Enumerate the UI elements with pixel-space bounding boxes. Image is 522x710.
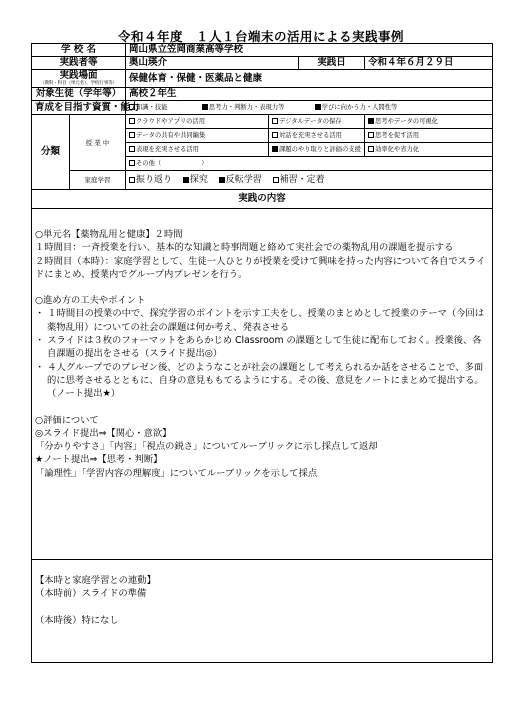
checkbox-icon xyxy=(273,177,279,183)
classification-row-1 xyxy=(32,115,493,129)
other-option-label: その他（ xyxy=(136,160,162,167)
other-option-close: ） xyxy=(201,160,208,167)
home-option[interactable] xyxy=(219,174,262,186)
class-option[interactable] xyxy=(269,143,365,157)
unit-hour-1: １時間目：一斉授業を行い、基本的な知識と時事問題と絡めて実社会での薬物乱用の課題を提示する xyxy=(35,242,454,254)
class-option-label: データの共有や共同編集 xyxy=(136,132,206,139)
scene-label: 実践場面 xyxy=(59,69,98,81)
ability-option-label: 思考力・判断力・表現力等 xyxy=(208,104,285,111)
checkbox-icon xyxy=(129,118,135,124)
home-option-label: 反転学習 xyxy=(225,175,262,185)
target-row xyxy=(32,88,493,101)
content-row xyxy=(32,209,493,560)
checkbox-checked-icon xyxy=(368,118,374,124)
progress-item: ・ ４人グループでのプレゼン後、どのようなことが社会の課題として考えられるか話をさせることで、多面的に思考させるとともに、自身の意見ももてるようにする。その後、意見をノートにまとめて提出する。（ノート提出★） xyxy=(35,361,484,400)
home-option-label: 振り返り xyxy=(136,175,173,185)
checkbox-checked-icon xyxy=(315,104,321,110)
unit-title: ○単元名【薬物乱用と健康】２時間 xyxy=(35,229,183,240)
class-option[interactable] xyxy=(365,143,493,157)
link-row xyxy=(32,560,493,663)
other-option[interactable] xyxy=(126,157,493,171)
checkbox-icon xyxy=(368,132,374,138)
progress-item: ・ １時間目の授業の中で、探究学習のポイントを示す工夫をし、授業のまとめとして授業のテーマ（今回は薬物乱用）についての社会の課題は何か考え、発表させる xyxy=(35,308,485,333)
class-option-label: 思考を促す活用 xyxy=(375,132,420,139)
checkbox-icon xyxy=(129,104,135,110)
content-header: 実践の内容 xyxy=(32,190,493,209)
evaluation-line: ★ノート提出⇒【思考・判断】 xyxy=(35,454,163,466)
content-header-row xyxy=(32,190,493,209)
checkbox-icon xyxy=(129,146,135,152)
link-before: （本時前）スライドの準備 xyxy=(35,588,147,600)
class-option-label: 効率化や省力化 xyxy=(375,146,420,153)
school-row xyxy=(32,44,493,57)
class-option-label: 表現を充実させる活用 xyxy=(136,146,199,153)
school-label: 学 校 名 xyxy=(32,44,126,57)
ability-option-1[interactable] xyxy=(129,102,199,114)
checkbox-checked-icon xyxy=(183,177,189,183)
unit-hour-2: ２時間目（本時）：家庭学習として、生徒一人ひとりが授業を受けて興味を持った内容について各自でスライドにまとめ、授業内でグループ内プレゼンを行う。 xyxy=(35,255,486,280)
evaluation-title: ○評価について xyxy=(35,414,99,426)
class-option[interactable] xyxy=(126,115,269,129)
class-option-label: 対話を充実させる活用 xyxy=(279,132,342,139)
practitioner-row xyxy=(32,57,493,70)
evaluation-line: 「論理性」「学習内容の理解度」についてルーブリックを示して採点 xyxy=(35,467,318,479)
checkbox-checked-icon xyxy=(219,177,225,183)
home-study-options xyxy=(126,171,493,190)
date-label: 実践日 xyxy=(299,57,365,70)
scene-sublabel: （教科・科目（単元名）、学校行事等） xyxy=(40,80,117,86)
practitioner-value: 奥山瑛介 xyxy=(126,57,299,70)
practice-report-table xyxy=(31,43,493,663)
progress-title: ○進め方の工夫やポイント xyxy=(35,295,146,307)
checkbox-icon xyxy=(129,177,135,183)
content-body xyxy=(32,209,493,560)
ability-option-label: 知識・技能 xyxy=(136,104,168,111)
target-value: 高校２年生 xyxy=(126,88,493,101)
class-option-label: 課題のやり取りと評価の支援 xyxy=(279,146,361,153)
class-option-label: デジタルデータの保存 xyxy=(279,118,342,125)
scene-row xyxy=(32,70,493,88)
class-option[interactable] xyxy=(365,115,493,129)
progress-item: ・ スライドは３枚のフォーマットをあらかじめ Classroom の課題として生徒に配布しておく。授業後、各自課題の提出をさせる（スライド提出◎） xyxy=(35,335,482,360)
ability-option-label: 学びに向かう力・人間性等 xyxy=(321,104,398,111)
evaluation-line: ◎スライド提出⇒【関心・意欲】 xyxy=(35,427,172,439)
abilities-label: 育成を目指す資質・能力 xyxy=(32,101,126,115)
link-title: 【本時と家庭学習との連動】 xyxy=(35,575,156,586)
checkbox-icon xyxy=(129,132,135,138)
class-option-label: 思考やデータの可視化 xyxy=(375,118,438,125)
class-option[interactable] xyxy=(126,143,269,157)
class-option[interactable] xyxy=(126,129,269,143)
checkbox-icon xyxy=(129,160,135,166)
home-option-label: 探究 xyxy=(189,175,208,185)
class-option[interactable] xyxy=(269,129,365,143)
classification-label: 分類 xyxy=(32,115,70,190)
scene-label-cell xyxy=(32,70,126,88)
page-title: 令和４年度 １人１台端末の活用による実践事例 xyxy=(117,29,404,44)
abilities-row xyxy=(32,101,493,115)
practitioner-label: 実践者等 xyxy=(32,57,126,70)
home-study-label: 家庭学習 xyxy=(70,171,126,190)
target-label: 対象生徒（学年等） xyxy=(32,88,126,101)
abilities-options xyxy=(126,101,493,115)
link-body xyxy=(32,560,493,663)
checkbox-checked-icon xyxy=(202,104,208,110)
checkbox-checked-icon xyxy=(272,146,278,152)
class-option-label: クラウドやアプリの活用 xyxy=(136,118,206,125)
school-value: 岡山県立笠岡商業高等学校 xyxy=(126,44,493,57)
checkbox-icon xyxy=(272,132,278,138)
class-option[interactable] xyxy=(365,129,493,143)
in-class-label: 授 業 中 xyxy=(70,115,126,171)
home-option[interactable] xyxy=(129,174,172,186)
link-after: （本時後）特になし xyxy=(35,614,119,626)
checkbox-icon xyxy=(368,146,374,152)
ability-option-3[interactable] xyxy=(315,102,398,114)
class-option[interactable] xyxy=(269,115,365,129)
home-study-row xyxy=(32,171,493,190)
home-option[interactable] xyxy=(183,174,208,186)
home-option[interactable] xyxy=(273,174,325,186)
checkbox-icon xyxy=(272,118,278,124)
home-option-label: 補習・定着 xyxy=(279,175,325,185)
ability-option-2[interactable] xyxy=(202,102,312,114)
evaluation-line: 「分かりやすさ」「内容」「視点の鋭さ」についてルーブリックに示し採点して返却 xyxy=(35,441,378,453)
scene-value: 保健体育・保健・医薬品と健康 xyxy=(126,70,493,88)
date-value: 令和４年６月２９日 xyxy=(365,57,493,70)
